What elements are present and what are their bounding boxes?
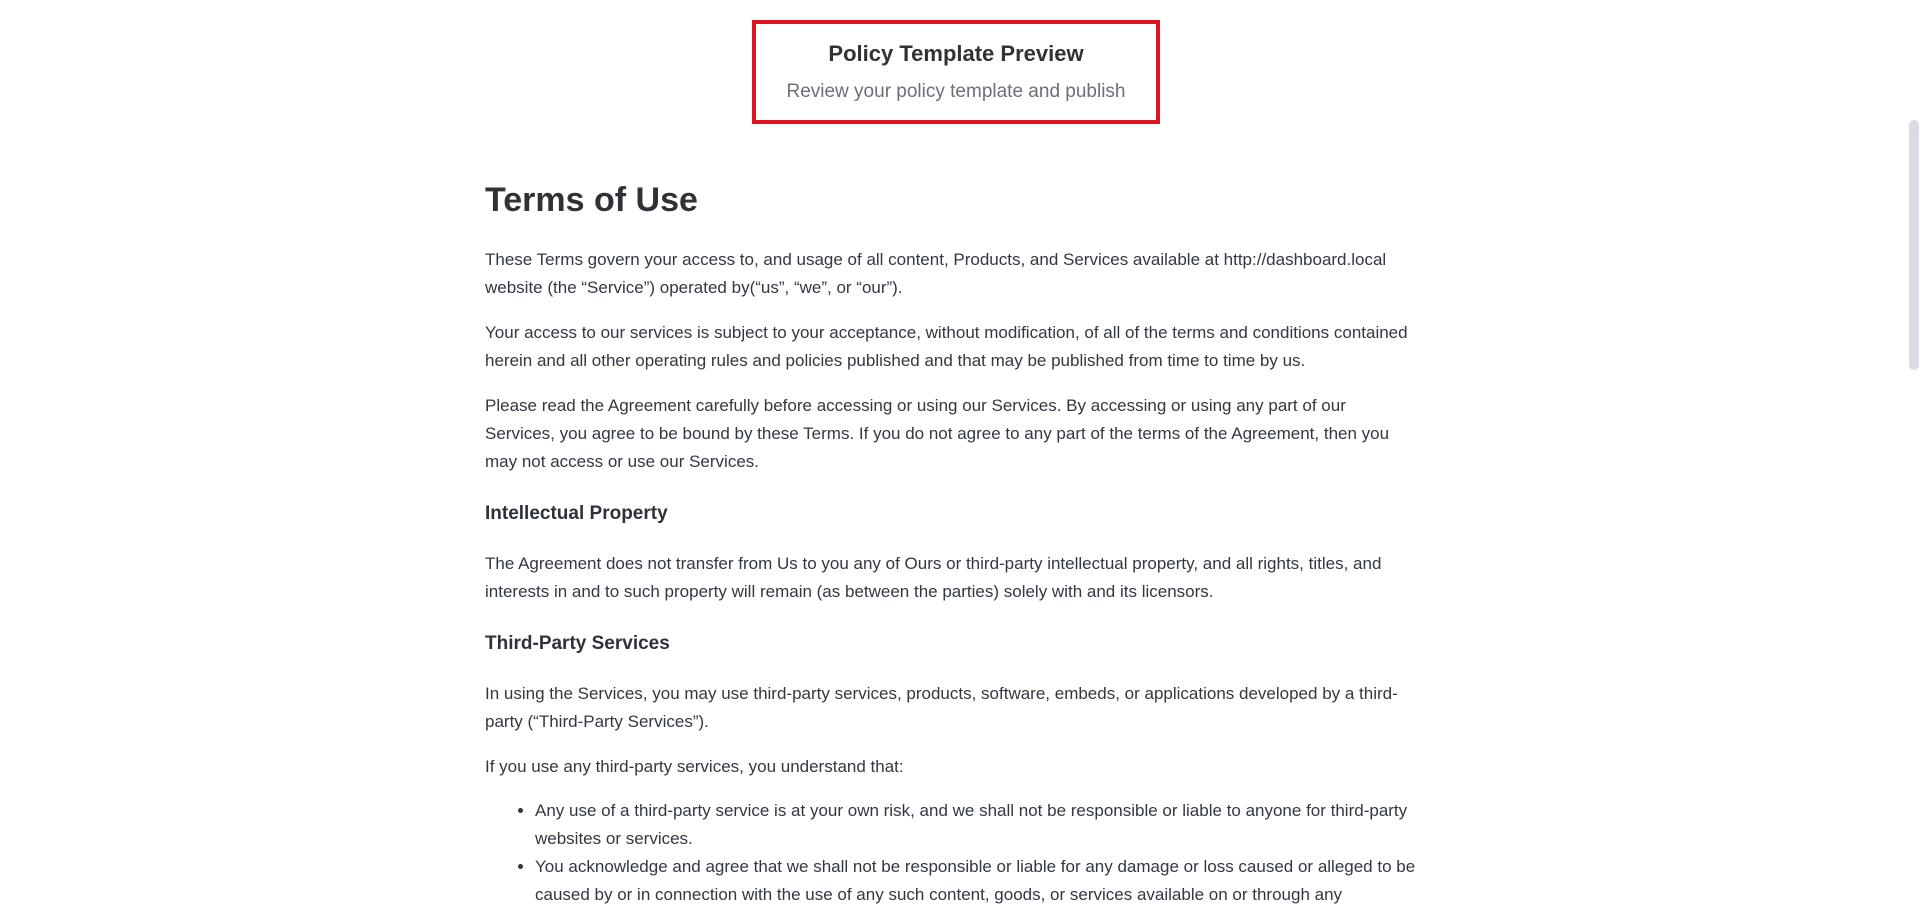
document-title: Terms of Use <box>485 181 698 219</box>
intro-paragraph: Your access to our services is subject to your acceptance, without modification, of all of the terms and conditions contained herein and all other operating rules and policies published and that may be published from time to time by us. <box>485 323 1408 370</box>
scrollbar-thumb[interactable] <box>1909 120 1919 370</box>
intro-paragraph: Please read the Agreement carefully before accessing or using our Services. By accessing or using any part of our Services, you agree to be bound by these Terms. If you do not agree to any part of the terms of the Agreement, then you may not access or use our Services. <box>485 396 1390 471</box>
preview-title: Policy Template Preview <box>828 41 1084 66</box>
vertical-scrollbar[interactable] <box>1908 0 1920 912</box>
policy-document <box>485 172 1420 909</box>
section-paragraph: The Agreement does not transfer from Us to you any of Ours or third-party intellectual property, and all rights, titles, and interests in and to such property will remain (as between the parties) solely with and its licensors. <box>485 554 1382 601</box>
section-heading-intellectual-property: Intellectual Property <box>485 503 668 524</box>
intro-paragraph: These Terms govern your access to, and usage of all content, Products, and Services available at http://dashboard.local website (the “Service”) operated by(“us”, “we”, or “our”). <box>485 250 1387 297</box>
third-party-bullet-list <box>485 797 1420 909</box>
list-item: • Any use of a third-party service is at your own risk, and we shall not be responsible or liable to anyone for third-party websites or services. <box>535 797 1420 853</box>
list-item: • You acknowledge and agree that we shall not be responsible or liable for any damage or loss caused or alleged to be caused by or in connection with the use of any such content, goods, or services available on or through any <box>535 853 1420 909</box>
section-paragraph: In using the Services, you may use third-party services, products, software, embeds, or applications developed by a third-party (“Third-Party Services”). <box>485 684 1398 731</box>
section-heading-third-party-services: Third-Party Services <box>485 633 670 654</box>
section-paragraph: If you use any third-party services, you understand that: <box>485 757 904 776</box>
preview-header <box>752 20 1160 124</box>
preview-subtitle: Review your policy template and publish <box>786 81 1126 102</box>
